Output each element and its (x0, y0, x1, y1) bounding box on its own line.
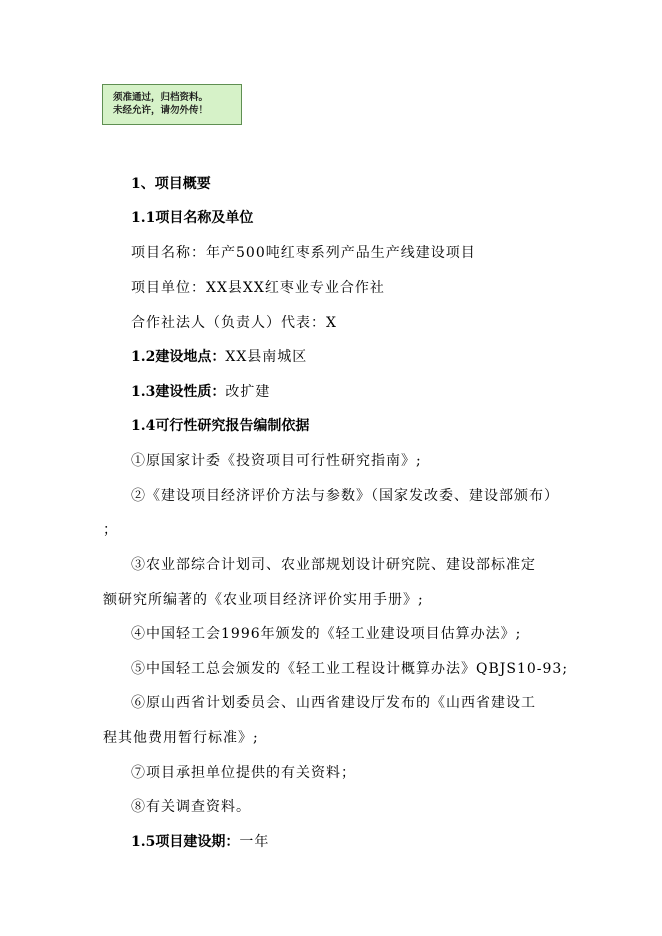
basis-item-4: ④中国轻工会1996年颁发的《轻工业建设项目估算办法》; (131, 626, 522, 642)
construction-period-label: 1.5项目建设期： (131, 834, 240, 850)
notice-line-1: 须准通过，归档资料。 (113, 92, 209, 103)
project-unit: 项目单位：XX县XX红枣业专业合作社 (131, 280, 385, 296)
heading-feasibility-basis: 1.4可行性研究报告编制依据 (131, 418, 310, 434)
notice-line-2: 未经允许，请勿外传！ (113, 105, 209, 116)
construction-location-label: 1.2建设地点： (131, 349, 226, 365)
project-name: 项目名称：年产500吨红枣系列产品生产线建设项目 (131, 245, 476, 261)
construction-period (131, 832, 269, 852)
basis-item-8: ⑧有关调查资料。 (131, 799, 251, 815)
heading-project-name-and-unit: 1.1项目名称及单位 (131, 210, 254, 226)
legal-representative: 合作社法人（负责人）代表：X (131, 315, 337, 331)
basis-item-2-continuation: ； (103, 522, 118, 538)
basis-item-3-continuation: 额研究所编著的《农业项目经济评价实用手册》; (103, 592, 424, 608)
basis-item-6: ⑥原山西省计划委员会、山西省建设厅发布的《山西省建设工 (131, 695, 536, 711)
basis-item-2: ②《建设项目经济评价方法与参数》（国家发改委、建设部颁布） (131, 488, 559, 504)
basis-item-5: ⑤中国轻工总会颁发的《轻工业工程设计概算办法》QBJS10-93; (131, 661, 569, 677)
confidential-notice-stamp (102, 84, 242, 125)
construction-location (131, 347, 307, 367)
construction-nature-value: 改扩建 (225, 384, 271, 400)
basis-item-6-continuation: 程其他费用暂行标准》; (103, 730, 259, 746)
heading-project-overview: 1、项目概要 (131, 176, 211, 192)
basis-item-3: ③农业部综合计划司、农业部规划设计研究院、建设部标准定 (131, 557, 536, 573)
basis-item-1: ①原国家计委《投资项目可行性研究指南》; (131, 453, 422, 469)
construction-nature-label: 1.3建设性质： (131, 384, 226, 400)
basis-item-7: ⑦项目承担单位提供的有关资料； (131, 765, 356, 781)
construction-nature (131, 382, 270, 402)
construction-period-value: 一年 (239, 834, 270, 850)
construction-location-value: XX县南城区 (225, 349, 308, 365)
